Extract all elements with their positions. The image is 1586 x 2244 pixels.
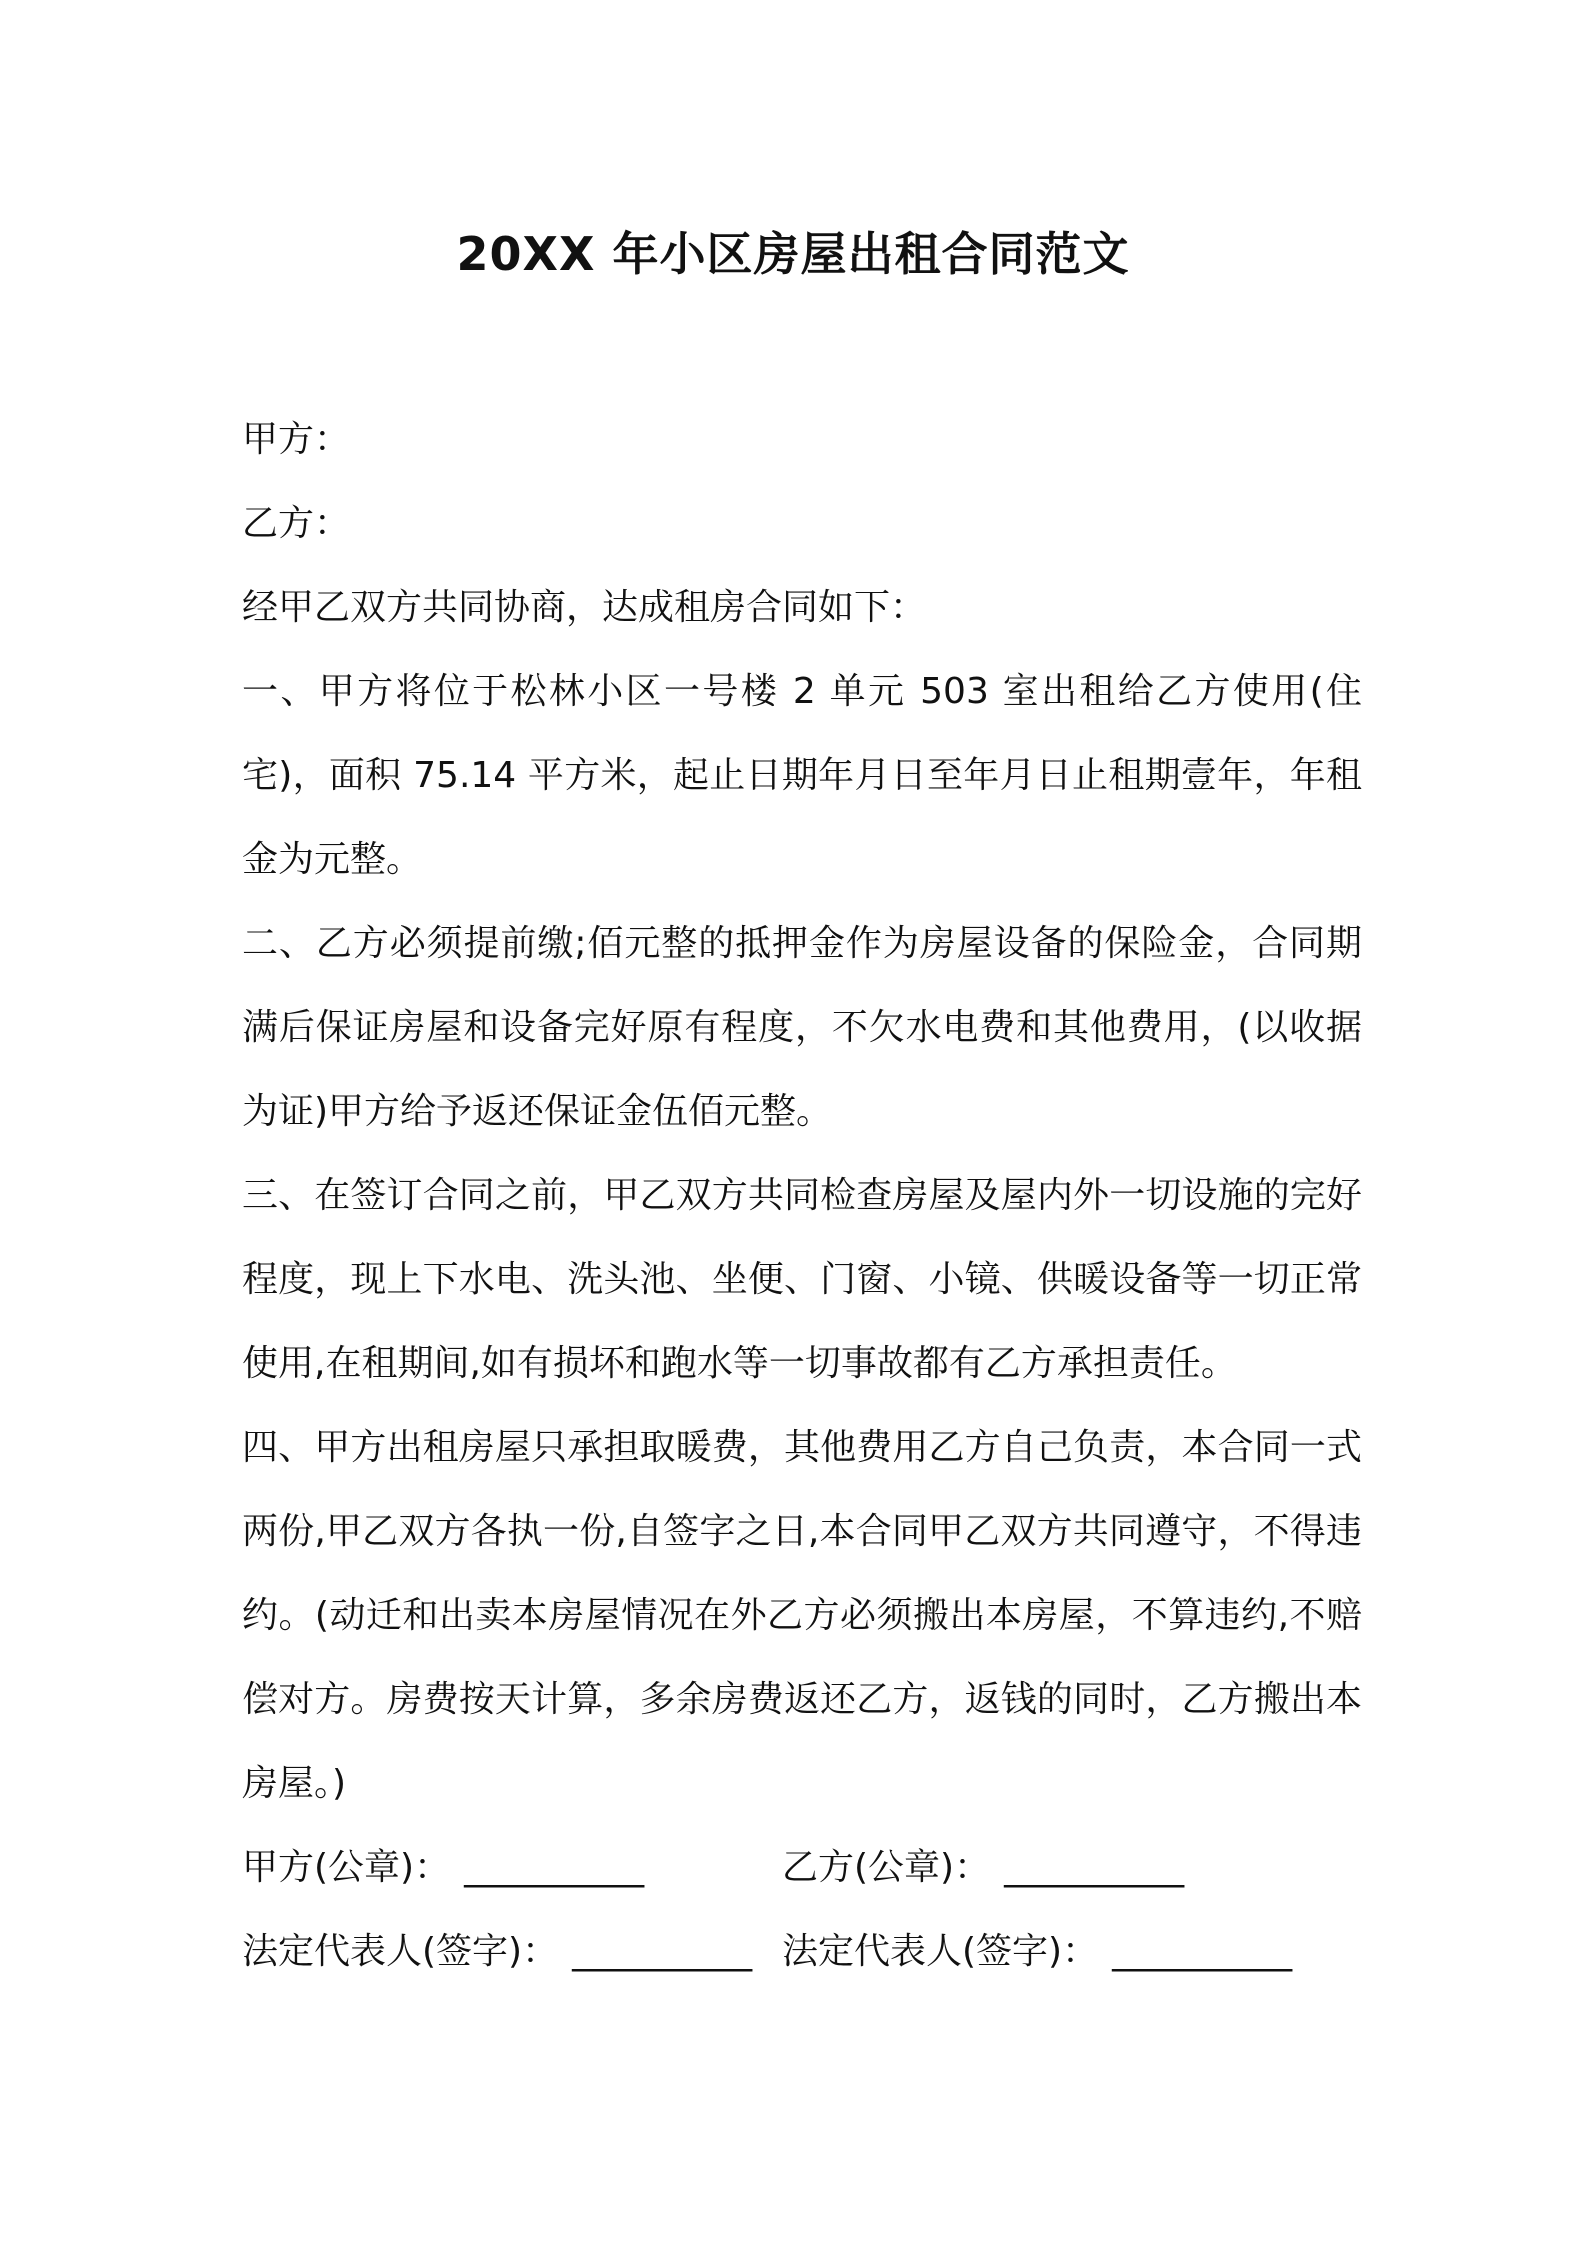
party-a-representative-blank: __________	[572, 1931, 753, 1972]
party-a-seal-blank: __________	[464, 1847, 645, 1888]
party-b-seal-line	[782, 1826, 1184, 1910]
contract-intro: 经甲乙双方共同协商，达成租房合同如下：	[242, 587, 927, 628]
party-b-label: 乙方：	[242, 503, 351, 544]
party-b-seal-blank: __________	[1004, 1847, 1185, 1888]
party-a-representative-label: 法定代表人(签字)：	[242, 1931, 559, 1972]
clause-1: 一、甲方将位于松林小区一号楼 2 单元 503 室出租给乙方使用(住宅)，面积 75.14 平方米，起止日期年月日至年月日止租期壹年，年租金为元整。	[242, 671, 1362, 880]
clause-3: 三、在签订合同之前，甲乙双方共同检查房屋及屋内外一切设施的完好程度，现上下水电、洗头池、坐便、门窗、小镜、供暖设备等一切正常使用,在租期间,如有损坏和跑水等一切事故都有乙方承担责任。	[242, 1175, 1362, 1384]
party-a-seal-label: 甲方(公章)：	[242, 1847, 451, 1888]
party-b-representative-line	[782, 1910, 1292, 1994]
clause-2: 二、乙方必须提前缴;佰元整的抵押金作为房屋设备的保险金，合同期满后保证房屋和设备完好原有程度，不欠水电费和其他费用，(以收据为证)甲方给予返还保证金伍佰元整。	[242, 923, 1362, 1132]
party-a-representative-line	[242, 1910, 752, 1994]
party-a-seal-line	[242, 1826, 644, 1910]
party-b-seal-label: 乙方(公章)：	[782, 1847, 991, 1888]
document-title: 20XX 年小区房屋出租合同范文	[456, 227, 1130, 281]
party-b-representative-blank: __________	[1112, 1931, 1293, 1972]
party-b-representative-label: 法定代表人(签字)：	[782, 1931, 1099, 1972]
party-a-label: 甲方：	[242, 419, 351, 460]
clause-4: 四、甲方出租房屋只承担取暖费，其他费用乙方自己负责，本合同一式两份,甲乙双方各执一份,自签字之日,本合同甲乙双方共同遵守，不得违约。(动迁和出卖本房屋情况在外乙方必须搬出本房屋，不算违约,不赔偿对方。房费按天计算，多余房费返还乙方，返钱的同时，乙方搬出本房屋。)	[242, 1427, 1362, 1804]
